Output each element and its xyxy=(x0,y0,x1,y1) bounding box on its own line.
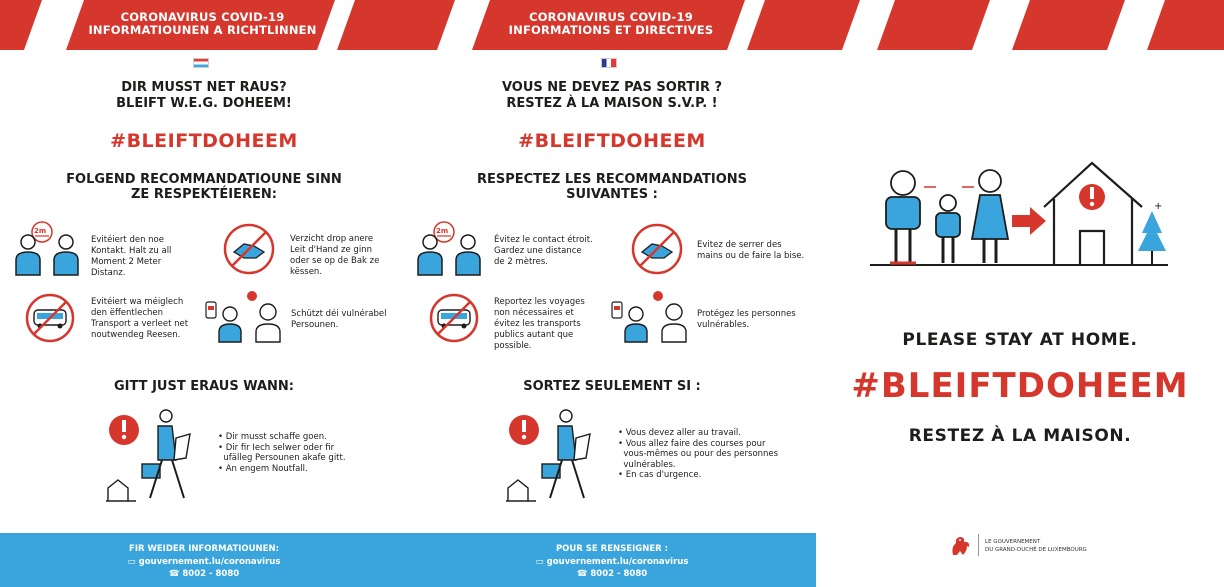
fr-recs-title xyxy=(408,172,816,202)
right-hashtag: #BLEIFTDOHEEM xyxy=(851,366,1189,406)
lux-bullet-1: • Dir musst schaffe goen. xyxy=(218,432,327,442)
fr-recs-title-line1: RESPECTEZ LES RECOMMANDATIONS xyxy=(476,172,748,187)
svg-text:+: + xyxy=(1154,201,1163,212)
lux-footer-url[interactable]: gouvernement.lu/coronavirus xyxy=(138,556,281,567)
vulnerable-people-icon xyxy=(204,290,288,342)
fr-banner-line2: INFORMATIONS ET DIRECTIVES xyxy=(508,23,714,37)
fr-rec-transport: Reportez les voyages non nécessaires et évitez les transports publics autant que possible. xyxy=(494,297,585,351)
right-french-text: RESTEZ À LA MAISON. xyxy=(908,426,1132,446)
fr-footer-url[interactable]: gouvernement.lu/coronavirus xyxy=(546,556,689,567)
fr-rec-vulnerable: Protégez les personnes vulnérables. xyxy=(697,309,796,330)
fr-out-title: SORTEZ SEULEMENT SI : xyxy=(523,379,701,394)
lux-banner-line2: INFORMATIOUNEN A RICHTLINNEN xyxy=(88,23,317,37)
footer-bar xyxy=(0,533,816,587)
lux-bullets xyxy=(218,432,378,474)
computer-icon: ▭ xyxy=(127,556,139,567)
fr-question xyxy=(408,80,816,112)
fr-footer-url-row xyxy=(408,556,816,569)
fr-footer xyxy=(408,543,816,581)
fr-rec-distance: Évitez le contact étroit. Gardez une distance de 2 mètres. xyxy=(494,235,593,267)
lux-footer-phone-row xyxy=(0,568,408,581)
lux-footer-url-row xyxy=(0,556,408,569)
lux-bullet-3: ufälleg Persounen akafe gitt. xyxy=(218,453,346,463)
fr-footer-phone-row xyxy=(408,568,816,581)
fr-rec-handshake: Evitez de serrer des mains ou de faire la bise. xyxy=(697,240,805,261)
no-bus-icon xyxy=(24,292,76,344)
fr-footer-phone: 8002 - 8080 xyxy=(590,569,648,579)
lux-question-line1: DIR MUSST NET RAUS? xyxy=(121,80,287,95)
lux-recs-title-line1: FOLGEND RECOMMANDATIOUNE SINN xyxy=(66,172,342,187)
distance-label: 2m xyxy=(436,227,449,235)
phone-icon: ☎ xyxy=(168,569,183,579)
logo-divider xyxy=(978,534,979,556)
lux-rec-handshake: Verzicht drop anere Leit d'Hand ze ginn oder se op de Bak ze këssen. xyxy=(290,234,380,277)
no-handshake-icon xyxy=(222,222,276,276)
walking-person-icon xyxy=(106,408,206,503)
fr-question-line1: VOUS NE DEVEZ PAS SORTIR ? xyxy=(501,80,723,95)
lux-footer-phone: 8002 - 8080 xyxy=(182,569,240,579)
government-logo-text xyxy=(985,539,1087,554)
lux-recs-title xyxy=(0,172,408,202)
fr-bullet-4: vulnérables. xyxy=(618,459,676,470)
fr-recs-title-line2: SUIVANTES : xyxy=(566,187,658,202)
fr-bullet-2: • Vous allez faire des courses pour xyxy=(618,438,766,449)
lux-bullet-4: • An engem Noutfall. xyxy=(218,463,308,474)
fr-footer-title: POUR SE RENSEIGNER : xyxy=(555,544,669,554)
lux-recs-title-line2: ZE RESPEKTÉIEREN: xyxy=(130,187,277,202)
fr-bullet-5: • En cas d'urgence. xyxy=(618,470,702,480)
no-bus-icon xyxy=(428,292,480,344)
lux-rec-transport: Evitéiert wa méiglech den ëffentlechen Transport a verleet net noutwendeg Reesen. xyxy=(91,297,189,340)
lux-question xyxy=(0,80,408,112)
fr-question-line2: RESTEZ À LA MAISON S.V.P. ! xyxy=(506,96,718,111)
family-home-icon xyxy=(870,155,1170,267)
phone-icon: ☎ xyxy=(576,569,591,579)
lion-crest-icon xyxy=(949,535,973,557)
people-distance-icon xyxy=(14,220,86,275)
fr-banner-line1: CORONAVIRUS COVID-19 xyxy=(529,10,693,24)
fr-bullet-3: vous-mêmes ou pour des personnes xyxy=(618,449,779,459)
gov-line2: DU GRAND-DUCHÉ DE LUXEMBOURG xyxy=(985,546,1087,553)
no-handshake-icon xyxy=(630,222,684,276)
fr-hashtag: #BLEIFTDOHEEM xyxy=(518,130,706,152)
fr-bullets xyxy=(618,428,793,481)
lux-bullet-2: • Dir fir Iech selwer oder fir xyxy=(218,442,335,453)
lux-footer xyxy=(0,543,408,581)
lux-column xyxy=(0,0,408,587)
lux-rec-distance: Evitéiert den noe Kontakt. Halt zu all Moment 2 Meter Distanz. xyxy=(91,235,172,278)
lux-hashtag: #BLEIFTDOHEEM xyxy=(110,130,298,152)
lux-rec-vulnerable: Schützt déi vulnérabel Persounen. xyxy=(291,309,387,330)
fr-bullet-1: • Vous devez aller au travail. xyxy=(618,428,741,438)
vulnerable-people-icon xyxy=(610,290,694,342)
lux-banner-line1: CORONAVIRUS COVID-19 xyxy=(120,10,285,24)
walking-person-icon xyxy=(506,408,606,503)
right-english-text: PLEASE STAY AT HOME. xyxy=(902,330,1138,350)
lux-out-title: GITT JUST ERAUS WANN: xyxy=(114,379,294,394)
computer-icon: ▭ xyxy=(535,556,547,567)
distance-label: 2m xyxy=(34,227,47,235)
lux-question-line2: BLEIFT W.E.G. DOHEEM! xyxy=(116,96,292,111)
gov-line1: LE GOUVERNEMENT xyxy=(985,539,1041,545)
fr-column xyxy=(408,0,816,587)
people-distance-icon xyxy=(416,220,488,275)
lux-footer-title: FIR WEIDER INFORMATIOUNEN: xyxy=(129,544,279,554)
